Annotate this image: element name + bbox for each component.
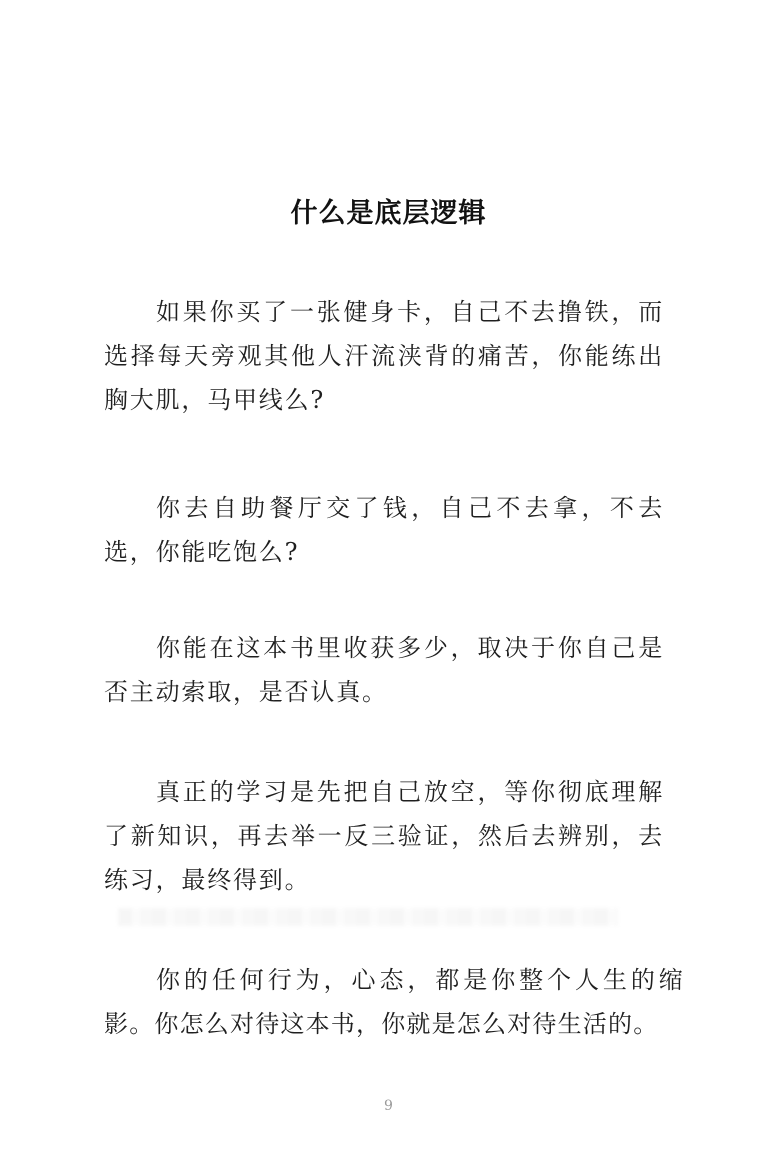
paragraph-buffet: 你去自助餐厅交了钱，自己不去拿，不去选，你能吃饱么?	[104, 494, 664, 566]
bleed-through-text	[118, 908, 618, 926]
paragraph-gym-card: 如果你买了一张健身卡，自己不去撸铁，而选择每天旁观其他人汗流浃背的痛苦，你能练出胸大肌，马甲线么?	[104, 298, 664, 414]
paragraph-life-reflection: 你的任何行为，心态，都是你整个人生的缩影。你怎么对待这本书，你就是怎么对待生活的。	[104, 966, 684, 1038]
chapter-title: 什么是底层逻辑	[290, 198, 487, 229]
paragraph-book-gain: 你能在这本书里收获多少，取决于你自己是否主动索取，是否认真。	[104, 634, 664, 706]
paragraph-true-learning: 真正的学习是先把自己放空，等你彻底理解了新知识，再去举一反三验证，然后去辨别，去练习，最终得到。	[104, 778, 664, 894]
page-number: 9	[384, 1098, 393, 1114]
